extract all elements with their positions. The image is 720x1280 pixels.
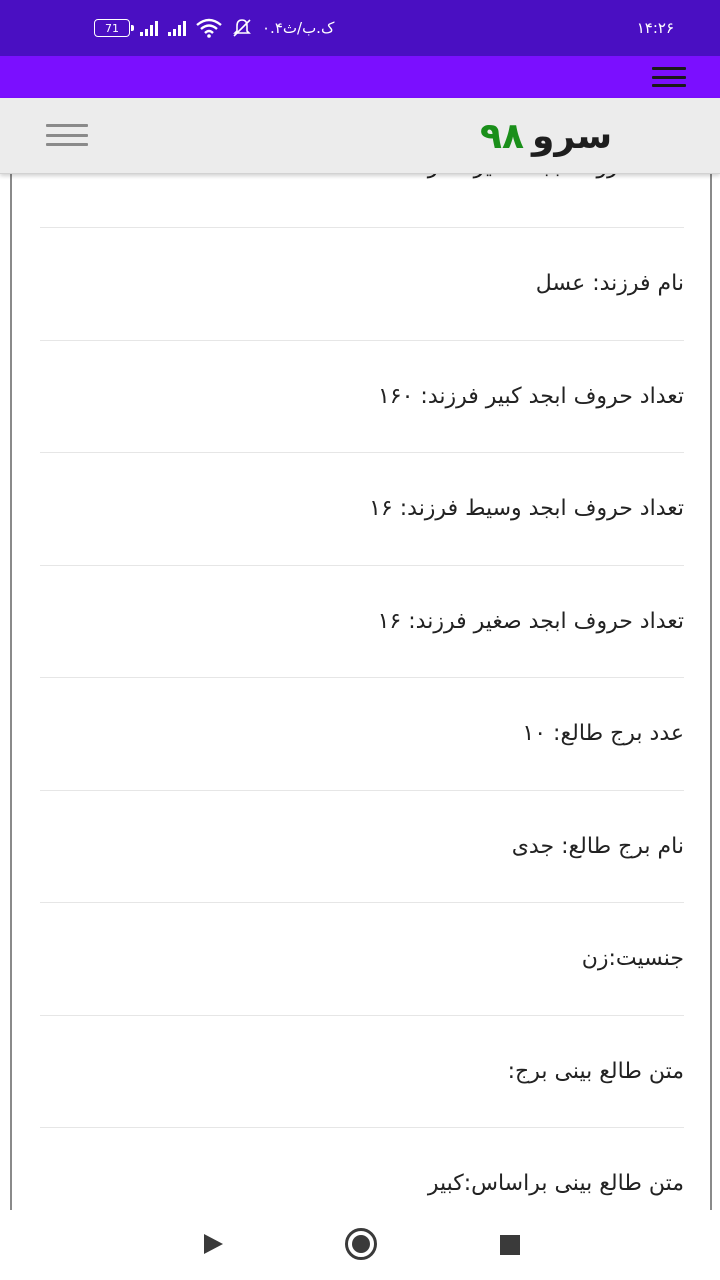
app-toolbar (0, 56, 720, 98)
list-item: نام فرزند: عسل (40, 227, 684, 340)
logo-number: ۹۸ (480, 115, 524, 157)
list-item: تعداد حروف ابجد صغیر فرزند: ۱۶ (40, 565, 684, 678)
site-header (0, 98, 720, 174)
wifi-icon (196, 18, 222, 38)
logo-text: سرو (531, 115, 613, 157)
result-content (10, 174, 712, 1210)
status-icons (94, 18, 334, 38)
recent-apps-icon[interactable] (500, 1235, 520, 1255)
data-speed: ۰.۴ک.ب/ث (262, 19, 335, 37)
list-item: متن طالع بینی براساس:کبیر (40, 1127, 684, 1240)
back-icon[interactable] (204, 1234, 223, 1254)
system-nav-bar (0, 1210, 720, 1280)
toolbar-menu-icon[interactable] (652, 67, 686, 87)
list-item: تعداد حروف ابجد وسیط فرزند: ۱۶ (40, 452, 684, 565)
list-item: نام برج طالع: جدی (40, 790, 684, 903)
signal-icon-2 (168, 20, 186, 36)
site-logo[interactable] (480, 112, 612, 160)
list-item: متن طالع بینی برج: (40, 1015, 684, 1128)
bell-muted-icon (232, 18, 252, 38)
header-menu-icon[interactable] (46, 124, 88, 146)
list-item: تعداد حروف ابجد کبیر فرزند: ۱۶۰ (40, 340, 684, 453)
list-item: جنسیت:زن (40, 902, 684, 1015)
result-list (40, 227, 684, 1240)
list-item: عدد برج طالع: ۱۰ (40, 677, 684, 790)
status-time: ۱۴:۲۶ (636, 19, 674, 37)
signal-icon (140, 20, 158, 36)
home-icon[interactable] (345, 1228, 377, 1260)
status-bar (0, 0, 720, 56)
battery-icon: 71 (94, 19, 130, 37)
